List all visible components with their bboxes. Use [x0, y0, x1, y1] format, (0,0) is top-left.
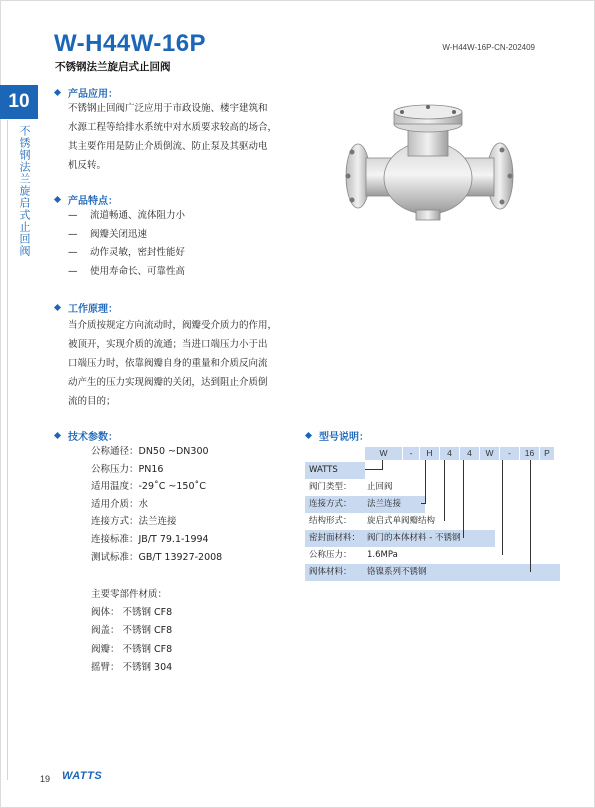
bullet-diamond-icon: [305, 432, 312, 439]
code-cell: P: [540, 447, 554, 460]
connector-line: [365, 460, 403, 488]
code-cell: W: [365, 447, 402, 460]
side-chapter-title: 不锈钢法兰旋启式止回阀: [18, 125, 31, 257]
side-divider: [7, 120, 8, 780]
model-row-connection: 连接方式： 法兰连接: [305, 496, 425, 513]
materials-title: 主要零部件材质：: [91, 589, 168, 600]
connector-line: [463, 460, 464, 538]
material-item: 阀瓣： 不锈钢 CF8: [91, 643, 173, 655]
principle-heading: 工作原理：: [55, 300, 118, 315]
valve-product-image: [336, 96, 526, 248]
connector-line: [444, 460, 445, 521]
application-text: 不锈钢止回阀广泛应用于市政设施、楼宇建筑和 水源工程等给排水系统中对水质要求较高的场合， 其主要作用是防止介质倒流、防止泵及其驱动电 机反转。: [68, 103, 278, 171]
spec-item: 公称压力：PN16: [91, 463, 164, 475]
code-cell: H: [420, 447, 439, 460]
bullet-diamond-icon: [54, 432, 61, 439]
features-heading: 产品特点：: [55, 192, 118, 207]
material-item: 摇臂： 不锈钢 304: [91, 661, 173, 673]
connector-line: [421, 503, 426, 504]
chapter-number-tab: 10: [0, 85, 38, 119]
model-row-pressure: 公称压力： 1.6MPa: [309, 550, 398, 560]
list-item: — 动作灵敏，密封性能好: [68, 247, 186, 258]
code-cell: W: [480, 447, 499, 460]
spec-item: 测试标准：GB/T 13927-2008: [91, 551, 223, 563]
bullet-diamond-icon: [54, 89, 61, 96]
list-item: — 使用寿命长、可靠性高: [68, 265, 186, 277]
product-title: W-H44W-16P: [54, 30, 207, 57]
spec-item: 连接方式：法兰连接: [91, 516, 177, 528]
code-cell: -: [500, 447, 519, 460]
bullet-diamond-icon: [54, 196, 61, 203]
model-row-brand: WATTS: [305, 462, 365, 479]
tech-spec-list: [91, 443, 222, 566]
connector-line: [502, 460, 503, 555]
product-subtitle: 不锈钢法兰旋启式止回阀: [55, 61, 171, 73]
model-code-row: [305, 447, 554, 460]
spec-item: 适用温度：-29˚C ~150˚C: [91, 481, 206, 493]
model-row-structure: 结构形式： 旋启式单阀瓣结构: [309, 516, 436, 526]
model-heading: 型号说明：: [306, 428, 369, 443]
material-item: 阀盖： 不锈钢 CF8: [91, 625, 173, 637]
model-row-seal: 密封面材料： 阀门的本体材料 - 不锈钢: [305, 530, 495, 547]
code-cell: -: [403, 447, 419, 460]
code-cell: 4: [460, 447, 479, 460]
document-code: W-H44W-16P-CN-202409: [442, 43, 535, 52]
list-item: — 阀瓣关闭迅速: [68, 228, 148, 240]
model-row-type: 阀门类型： 止回阀: [309, 482, 393, 492]
model-row-body-material: 阀体材料： 铬镍系列不锈钢: [305, 564, 560, 581]
principle-text: 当介质按规定方向流动时，阀瓣受介质力的作用， 被顶开，实现介质的流通；当进口端压力小于出 口端压力时，依靠阀瓣自身的重量和介质反向流 动产生的压力实现阀瓣的关闭，达到阻止介质倒 流的目的；: [68, 320, 278, 407]
code-cell: 16: [520, 447, 539, 460]
spec-item: 适用介质：水: [91, 498, 149, 510]
materials-list: [91, 586, 172, 677]
page-number: 19: [40, 774, 51, 784]
features-list: [68, 207, 185, 281]
bullet-diamond-icon: [54, 304, 61, 311]
list-item: — 流道畅通、流体阻力小: [68, 210, 186, 221]
material-item: 阀体： 不锈钢 CF8: [91, 607, 173, 619]
spec-item: 连接标准：JB/T 79.1-1994: [91, 533, 209, 545]
watts-logo: WATTS: [62, 770, 103, 782]
connector-line: [530, 460, 531, 572]
spec-item: 公称通径：DN50 ~DN300: [91, 446, 209, 457]
tech-heading: 技术参数：: [55, 428, 118, 443]
code-cell: 4: [440, 447, 459, 460]
connector-line: [425, 460, 426, 504]
application-heading: 产品应用：: [55, 85, 118, 100]
